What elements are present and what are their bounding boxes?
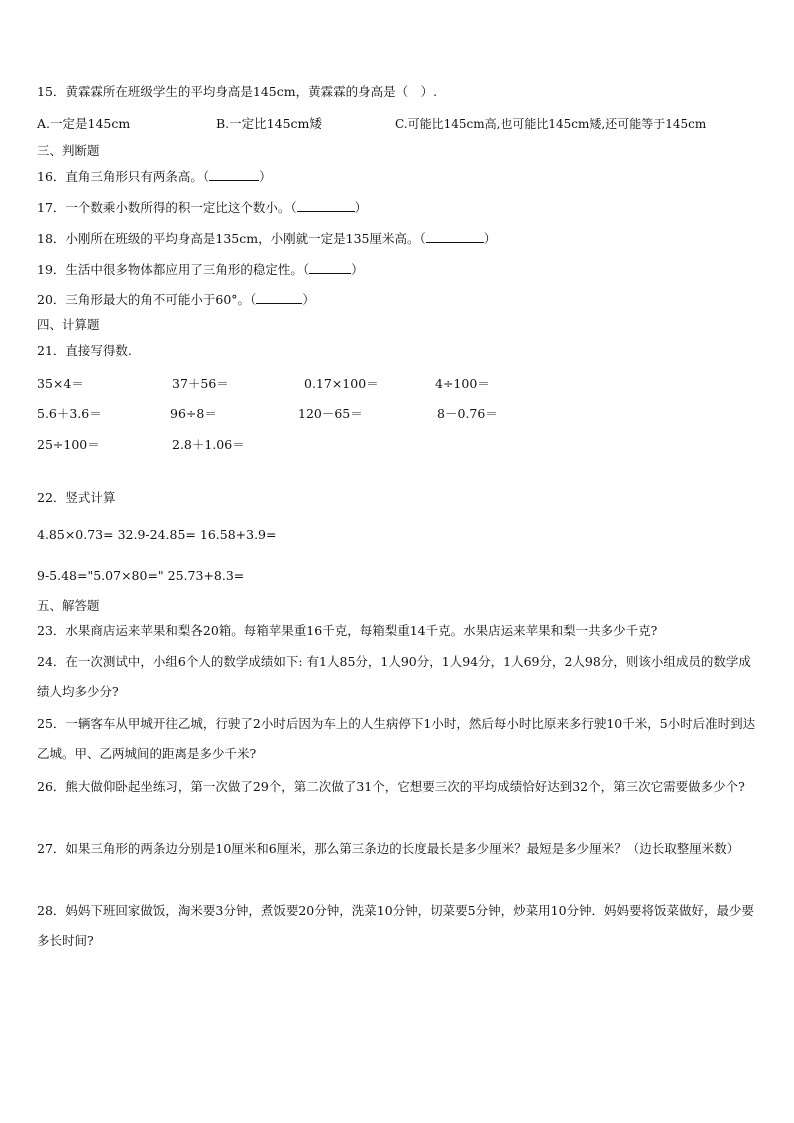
question-18: 18．小刚所在班级的平均身高是135cm，小刚就一定是135厘米高。（ ） (37, 231, 497, 246)
question-19: 19．生活中很多物体都应用了三角形的稳定性。（ ） (37, 262, 364, 277)
question-23: 23．水果商店运来苹果和梨各20箱。每箱苹果重16千克，每箱梨重14千克。水果店运来苹果和梨一共多少千克? (37, 623, 658, 638)
section-5-heading: 五、解答题 (37, 598, 100, 613)
question-15-text: 15．黄霖霖所在班级学生的平均身高是145cm，黄霖霖的身高是（ ）. (37, 84, 438, 99)
answer-blank[interactable] (256, 291, 302, 304)
question-27: 27．如果三角形的两条边分别是10厘米和6厘米，那么第三条边的长度最长是多少厘米？最短是多少厘米？（边长取整厘米数） (37, 841, 740, 856)
calc-item: 25÷100＝ (37, 437, 100, 452)
answer-blank[interactable] (209, 168, 259, 181)
answer-blank[interactable] (297, 199, 355, 212)
calc-item: 4÷100＝ (435, 376, 490, 391)
calc-item: 120－65＝ (298, 406, 363, 421)
question-24: 24．在一次测试中，小组6个人的数学成绩如下: 有1人85分，1人90分，1人94分，1人69分，2人98分，则该小组成员的数学成绩人均多少分? (37, 654, 751, 699)
calc-item: 37＋56＝ (172, 376, 229, 391)
calc-item: 8－0.76＝ (437, 406, 498, 421)
question-20: 20．三角形最大的角不可能小于60°。（ ） (37, 292, 315, 307)
question-22-line-1: 4.85×0.73= 32.9-24.85= 16.58+3.9= (37, 527, 277, 542)
answer-blank[interactable] (309, 261, 351, 274)
question-21-title: 21．直接写得数. (37, 343, 132, 358)
question-28: 28．妈妈下班回家做饭，淘米要3分钟，煮饭要20分钟，洗菜10分钟，切菜要5分钟，炒菜用10分钟．妈妈要将饭菜做好，最少要多长时间? (37, 903, 755, 948)
section-3-heading: 三、判断题 (37, 143, 100, 158)
question-17: 17．一个数乘小数所得的积一定比这个数小。（ ） (37, 200, 368, 215)
question-25: 25．一辆客车从甲城开往乙城，行驶了2小时后因为车上的人生病停下1小时，然后每小时比原来多行驶10千米，5小时后准时到达乙城。甲、乙两城间的距离是多少千米? (37, 716, 756, 761)
question-22-line-2: 9-5.48="5.07×80=" 25.73+8.3= (37, 568, 245, 583)
option-a: A.一定是145cm (37, 116, 131, 131)
question-22-title: 22．竖式计算 (37, 490, 116, 505)
answer-blank[interactable] (426, 230, 484, 243)
calc-item: 5.6＋3.6＝ (37, 406, 102, 421)
section-4-heading: 四、计算题 (37, 317, 100, 332)
option-c: C.可能比145cm高,也可能比145cm矮,还可能等于145cm (395, 117, 707, 131)
question-16: 16．直角三角形只有两条高。（ ） (37, 169, 272, 184)
calc-item: 96÷8＝ (170, 406, 217, 421)
calc-item: 35×4＝ (37, 376, 84, 391)
calc-item: 0.17×100＝ (304, 376, 379, 391)
option-b: B.一定比145cm矮 (216, 116, 322, 131)
calc-item: 2.8＋1.06＝ (172, 437, 245, 452)
question-26: 26．熊大做仰卧起坐练习，第一次做了29个，第二次做了31个，它想要三次的平均成绩恰好达到32个，第三次它需要做多少个? (37, 779, 745, 794)
